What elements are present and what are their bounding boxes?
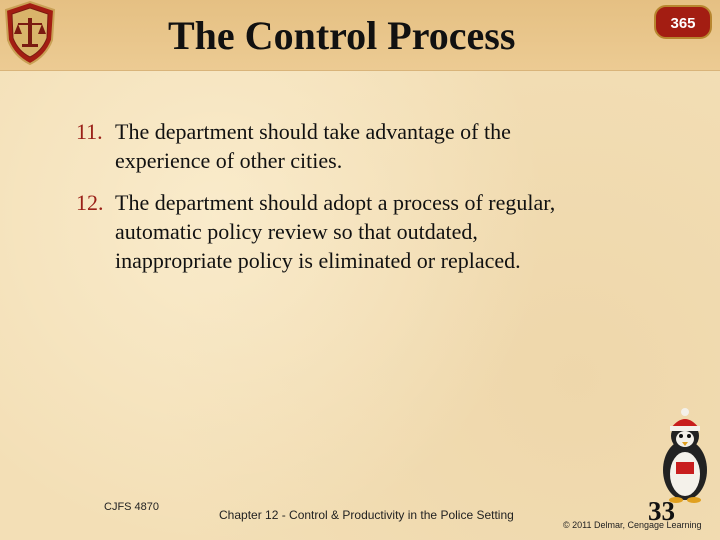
criminal-justice-badge-icon: [2, 0, 58, 66]
item-line: inappropriate policy is eliminated or replaced.: [115, 248, 521, 273]
footer-chapter: Chapter 12 - Control & Productivity in the Police Setting: [219, 508, 514, 522]
item-line: The department should adopt a process of regular,: [115, 190, 556, 215]
item-line: The department should take advantage of the: [115, 119, 511, 144]
list-item: [76, 188, 555, 275]
item-line: automatic policy review so that outdated,: [115, 219, 478, 244]
item-number: 12.: [76, 190, 104, 215]
slide-number-badge: 365: [654, 5, 712, 39]
footer-course: CJFS 4870: [104, 501, 160, 513]
item-number: 11.: [76, 119, 103, 144]
footer-copyright: © 2011 Delmar, Cengage Learning: [563, 520, 702, 530]
list-item: [76, 117, 511, 175]
slide-title: The Control Process: [168, 13, 516, 58]
page-number: 33: [648, 496, 675, 526]
item-line: experience of other cities.: [115, 148, 343, 173]
penguin-mascot-icon: [654, 404, 716, 504]
